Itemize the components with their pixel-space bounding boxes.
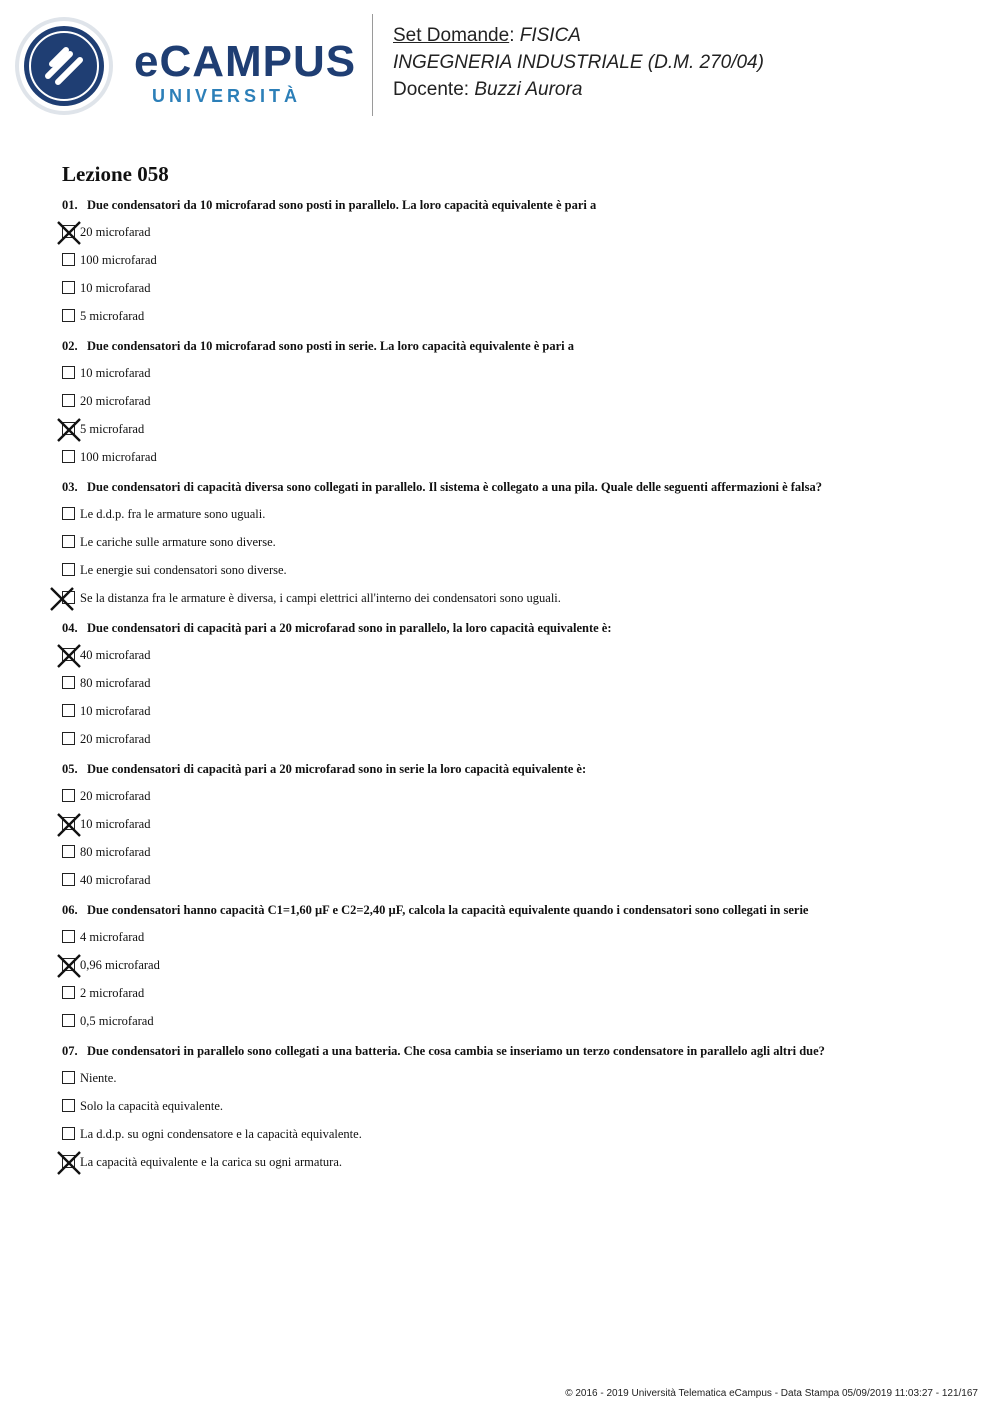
set-separator: : bbox=[509, 25, 515, 46]
ecampus-logo bbox=[14, 16, 359, 116]
answer-option[interactable] bbox=[62, 1125, 962, 1143]
answer-option[interactable] bbox=[62, 871, 962, 889]
answer-option[interactable] bbox=[62, 843, 962, 861]
answer-option[interactable] bbox=[62, 307, 962, 325]
question-number: 02. bbox=[62, 339, 78, 353]
answer-label: 4 microfarad bbox=[80, 930, 145, 944]
question bbox=[62, 620, 962, 748]
answer-label: 40 microfarad bbox=[80, 873, 151, 887]
answer-checkbox[interactable] bbox=[62, 1014, 75, 1027]
teacher-line bbox=[393, 76, 764, 103]
question bbox=[62, 479, 962, 607]
brand-subtitle: UNIVERSITÀ bbox=[152, 86, 302, 106]
answer-option[interactable] bbox=[62, 1097, 962, 1115]
question-body: Due condensatori di capacità diversa sono collegati in parallelo. Il sistema è collegato a una pila. Quale delle seguenti affermazioni è falsa? bbox=[87, 480, 823, 494]
page-header bbox=[0, 0, 1000, 130]
answer-checkbox[interactable] bbox=[62, 281, 75, 294]
answer-checkbox[interactable] bbox=[62, 591, 75, 604]
answer-label: 80 microfarad bbox=[80, 845, 151, 859]
answer-option[interactable] bbox=[62, 505, 962, 523]
question-body: Due condensatori di capacità pari a 20 microfarad sono in serie la loro capacità equivalente è: bbox=[87, 762, 587, 776]
brand-name: eCAMPUS bbox=[134, 37, 357, 86]
answer-option[interactable] bbox=[62, 448, 962, 466]
question-text bbox=[62, 338, 962, 354]
question-body: Due condensatori in parallelo sono collegati a una batteria. Che cosa cambia se inseriamo un terzo condensatore in parallelo agli altri due? bbox=[87, 1044, 825, 1058]
answer-option[interactable] bbox=[62, 533, 962, 551]
set-info bbox=[393, 22, 764, 103]
question-text bbox=[62, 1043, 962, 1059]
answer-label: 40 microfarad bbox=[80, 648, 151, 662]
answer-label: 0,5 microfarad bbox=[80, 1014, 154, 1028]
answer-checkbox[interactable] bbox=[62, 225, 75, 238]
answer-label: 100 microfarad bbox=[80, 450, 157, 464]
answer-label: 10 microfarad bbox=[80, 281, 151, 295]
ecampus-seal-logo bbox=[14, 16, 114, 116]
question bbox=[62, 338, 962, 466]
answer-checkbox[interactable] bbox=[62, 1127, 75, 1140]
answer-label: 100 microfarad bbox=[80, 253, 157, 267]
answer-option[interactable] bbox=[62, 1012, 962, 1030]
answer-option[interactable] bbox=[62, 251, 962, 269]
answer-label: Le cariche sulle armature sono diverse. bbox=[80, 535, 276, 549]
answer-label: 2 microfarad bbox=[80, 986, 145, 1000]
answer-label: La capacità equivalente e la carica su ogni armatura. bbox=[80, 1155, 343, 1169]
question-number: 07. bbox=[62, 1044, 78, 1058]
question bbox=[62, 1043, 962, 1171]
answer-option[interactable] bbox=[62, 984, 962, 1002]
answer-checkbox[interactable] bbox=[62, 366, 75, 379]
answer-option[interactable] bbox=[62, 1153, 962, 1171]
answer-checkbox[interactable] bbox=[62, 873, 75, 886]
answer-option[interactable] bbox=[62, 646, 962, 664]
question-number: 01. bbox=[62, 198, 78, 212]
question-number: 05. bbox=[62, 762, 78, 776]
answer-label: 5 microfarad bbox=[80, 422, 145, 436]
answer-option[interactable] bbox=[62, 420, 962, 438]
question-text bbox=[62, 479, 962, 495]
answer-label: Le energie sui condensatori sono diverse. bbox=[80, 563, 287, 577]
question-body: Due condensatori da 10 microfarad sono posti in parallelo. La loro capacità equivalente è pari a bbox=[87, 198, 597, 212]
answer-checkbox[interactable] bbox=[62, 986, 75, 999]
answer-checkbox[interactable] bbox=[62, 676, 75, 689]
answer-checkbox[interactable] bbox=[62, 704, 75, 717]
set-label: Set Domande bbox=[393, 25, 510, 46]
answer-option[interactable] bbox=[62, 392, 962, 410]
answer-checkbox[interactable] bbox=[62, 394, 75, 407]
answer-checkbox[interactable] bbox=[62, 563, 75, 576]
answer-label: 20 microfarad bbox=[80, 789, 151, 803]
question-number: 03. bbox=[62, 480, 78, 494]
answer-checkbox[interactable] bbox=[62, 648, 75, 661]
answer-label: 10 microfarad bbox=[80, 366, 151, 380]
teacher-label: Docente: bbox=[393, 79, 470, 100]
question-list bbox=[62, 197, 962, 1184]
answer-label: La d.d.p. su ogni condensatore e la capacità equivalente. bbox=[80, 1127, 362, 1141]
answer-option[interactable] bbox=[62, 561, 962, 579]
set-line bbox=[393, 22, 764, 49]
answer-checkbox[interactable] bbox=[62, 845, 75, 858]
question bbox=[62, 197, 962, 325]
answer-option[interactable] bbox=[62, 1069, 962, 1087]
answer-label: Se la distanza fra le armature è diversa, i campi elettrici all'interno dei condensatori sono uguali. bbox=[80, 591, 561, 605]
answer-checkbox[interactable] bbox=[62, 930, 75, 943]
question-text bbox=[62, 761, 962, 777]
answer-label: Solo la capacità equivalente. bbox=[80, 1099, 223, 1113]
answer-option[interactable] bbox=[62, 589, 962, 607]
answer-option[interactable] bbox=[62, 364, 962, 382]
answer-checkbox[interactable] bbox=[62, 422, 75, 435]
question bbox=[62, 902, 962, 1030]
question-number: 04. bbox=[62, 621, 78, 635]
answer-checkbox[interactable] bbox=[62, 535, 75, 548]
answer-option[interactable] bbox=[62, 815, 962, 833]
answer-checkbox[interactable] bbox=[62, 1099, 75, 1112]
lesson-title: Lezione 058 bbox=[62, 162, 169, 186]
question-body: Due condensatori di capacità pari a 20 microfarad sono in parallelo, la loro capacità equivalente è: bbox=[87, 621, 612, 635]
question-body: Due condensatori hanno capacità C1=1,60 µF e C2=2,40 µF, calcola la capacità equivalente quando i condensatori sono collegati in serie bbox=[87, 903, 809, 917]
question-text bbox=[62, 902, 962, 918]
teacher-name: Buzzi Aurora bbox=[474, 79, 583, 100]
answer-checkbox[interactable] bbox=[62, 1155, 75, 1168]
answer-checkbox[interactable] bbox=[62, 507, 75, 520]
answer-label: 5 microfarad bbox=[80, 309, 145, 323]
answer-option[interactable] bbox=[62, 279, 962, 297]
answer-label: 80 microfarad bbox=[80, 676, 151, 690]
question-text bbox=[62, 620, 962, 636]
answer-option[interactable] bbox=[62, 730, 962, 748]
answer-label: 20 microfarad bbox=[80, 394, 151, 408]
subject: FISICA bbox=[519, 25, 581, 46]
answer-label: 20 microfarad bbox=[80, 732, 151, 746]
answer-option[interactable] bbox=[62, 674, 962, 692]
answer-option[interactable] bbox=[62, 928, 962, 946]
header-divider bbox=[372, 14, 373, 116]
answer-label: 0,96 microfarad bbox=[80, 958, 160, 972]
answer-label: Le d.d.p. fra le armature sono uguali. bbox=[80, 507, 266, 521]
question-number: 06. bbox=[62, 903, 78, 917]
question bbox=[62, 761, 962, 889]
question-body: Due condensatori da 10 microfarad sono posti in serie. La loro capacità equivalente è pari a bbox=[87, 339, 575, 353]
answer-checkbox[interactable] bbox=[62, 817, 75, 830]
answer-label: 10 microfarad bbox=[80, 817, 151, 831]
answer-option[interactable] bbox=[62, 223, 962, 241]
page-footer: © 2016 - 2019 Università Telematica eCampus - Data Stampa 05/09/2019 11:03:27 - 121/167 bbox=[565, 1388, 978, 1399]
answer-label: Niente. bbox=[80, 1071, 117, 1085]
answer-checkbox[interactable] bbox=[62, 732, 75, 745]
answer-checkbox[interactable] bbox=[62, 789, 75, 802]
brand-wordmark bbox=[134, 37, 357, 107]
question-text bbox=[62, 197, 962, 213]
answer-checkbox[interactable] bbox=[62, 958, 75, 971]
answer-checkbox[interactable] bbox=[62, 253, 75, 266]
answer-checkbox[interactable] bbox=[62, 1071, 75, 1084]
answer-option[interactable] bbox=[62, 787, 962, 805]
answer-label: 20 microfarad bbox=[80, 225, 151, 239]
answer-option[interactable] bbox=[62, 956, 962, 974]
course: INGEGNERIA INDUSTRIALE (D.M. 270/04) bbox=[393, 52, 764, 73]
answer-label: 10 microfarad bbox=[80, 704, 151, 718]
answer-checkbox[interactable] bbox=[62, 309, 75, 322]
answer-option[interactable] bbox=[62, 702, 962, 720]
answer-checkbox[interactable] bbox=[62, 450, 75, 463]
